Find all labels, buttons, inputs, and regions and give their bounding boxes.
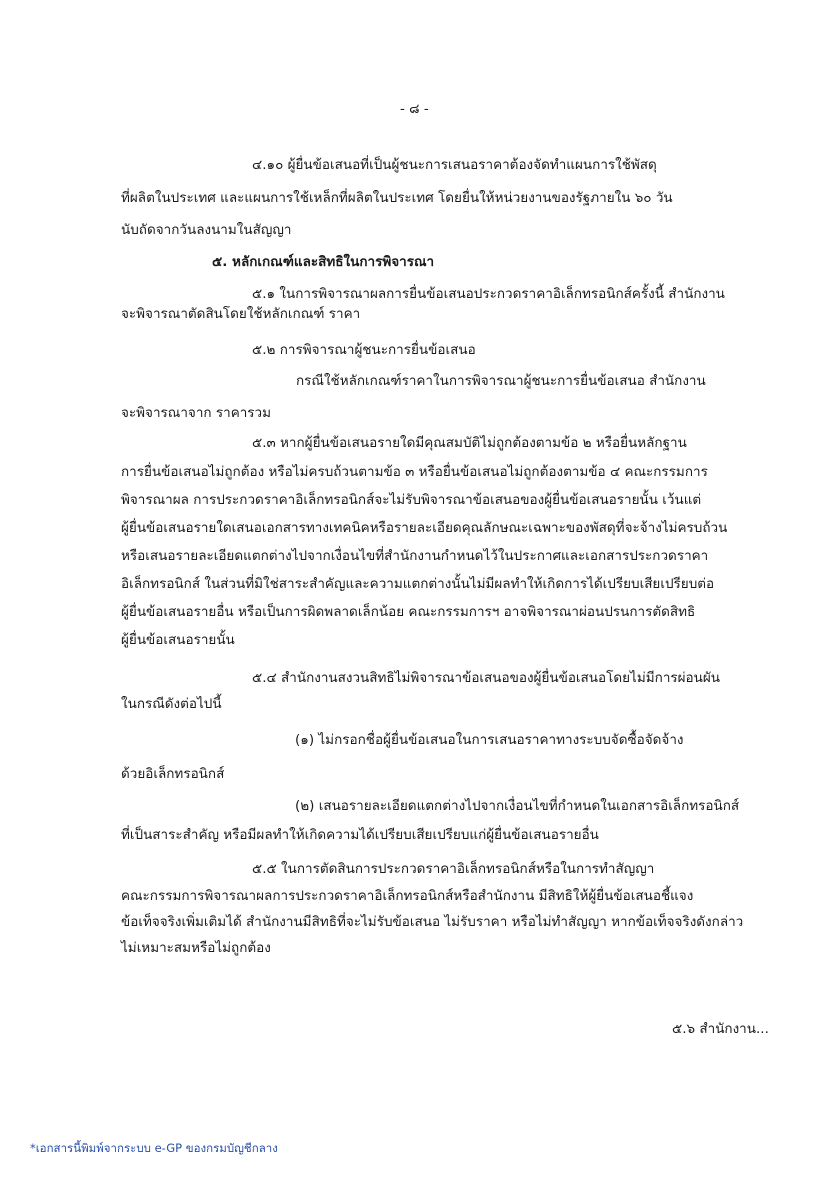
text-line: ๕.๒ การพิจารณาผู้ชนะการยื่นข้อเสนอ — [252, 342, 476, 358]
text-line: กรณีใช้หลักเกณฑ์ราคาในการพิจารณาผู้ชนะการยื่นข้อเสนอ สำนักงาน — [296, 373, 706, 389]
text-line: ๕.๔ สำนักงานสงวนสิทธิไม่พิจารณาข้อเสนอของผู้ยื่นข้อเสนอโดยไม่มีการผ่อนผัน — [252, 670, 721, 686]
text-line: (๒) เสนอรายละเอียดแตกต่างไปจากเงื่อนไขที่กำหนดในเอกสารอิเล็กทรอนิกส์ — [295, 798, 740, 814]
text-line: ในกรณีดังต่อไปนี้ — [121, 696, 222, 712]
text-line: ๕.๕ ในการตัดสินการประกวดราคาอิเล็กทรอนิกส์หรือในการทำสัญญา — [252, 861, 655, 877]
section-heading: ๕. หลักเกณฑ์และสิทธิในการพิจารณา — [212, 254, 435, 270]
text-line: จะพิจารณาจาก ราคารวม — [121, 405, 272, 421]
continuation-note: ๕.๖ สำนักงาน... — [672, 1021, 769, 1037]
text-line: พิจารณาผล การประกวดราคาอิเล็กทรอนิกส์จะไม่รับพิจารณาข้อเสนอของผู้ยื่นข้อเสนอรายนั้น เว้นแต่ — [121, 492, 702, 508]
text-line: ข้อเท็จจริงเพิ่มเติมได้ สำนักงานมีสิทธิที่จะไม่รับข้อเสนอ ไม่รับราคา หรือไม่ทำสัญญา หากข้อเท็จจริงดังกล่าว — [121, 914, 744, 930]
text-line: นับถัดจากวันลงนามในสัญญา — [121, 222, 292, 238]
text-line: ๕.๓ หากผู้ยื่นข้อเสนอรายใดมีคุณสมบัติไม่ถูกต้องตามข้อ ๒ หรือยื่นหลักฐาน — [252, 435, 687, 451]
text-line: (๑) ไม่กรอกชื่อผู้ยื่นข้อเสนอในการเสนอราคาทางระบบจัดซื้อจัดจ้าง — [295, 732, 684, 748]
text-line: การยื่นข้อเสนอไม่ถูกต้อง หรือไม่ครบถ้วนตามข้อ ๓ หรือยื่นข้อเสนอไม่ถูกต้องตามข้อ ๔ คณะกรรมการ — [121, 464, 708, 480]
text-line: คณะกรรมการพิจารณาผลการประกวดราคาอิเล็กทรอนิกส์หรือสำนักงาน มีสิทธิให้ผู้ยื่นข้อเสนอชี้แจง — [121, 888, 694, 904]
text-line: หรือเสนอรายละเอียดแตกต่างไปจากเงื่อนไขที่สำนักงานกำหนดไว้ในประกาศและเอกสารประกวดราคา — [121, 548, 709, 564]
text-line: อิเล็กทรอนิกส์ ในส่วนที่มิใช่สาระสำคัญและความแตกต่างนั้นไม่มีผลทำให้เกิดการได้เปรียบเสียเปรียบต่อ — [121, 576, 715, 592]
text-line: ผู้ยื่นข้อเสนอรายอื่น หรือเป็นการผิดพลาดเล็กน้อย คณะกรรมการฯ อาจพิจารณาผ่อนปรนการตัดสิทธิ — [121, 604, 696, 620]
text-line: ที่ผลิตในประเทศ และแผนการใช้เหล็กที่ผลิตในประเทศ โดยยื่นให้หน่วยงานของรัฐภายใน ๖๐ วัน — [121, 190, 673, 206]
text-line: ผู้ยื่นข้อเสนอรายนั้น — [121, 632, 235, 648]
text-line: ไม่เหมาะสมหรือไม่ถูกต้อง — [121, 940, 271, 956]
text-line: ๔.๑๐ ผู้ยื่นข้อเสนอที่เป็นผู้ชนะการเสนอราคาต้องจัดทำแผนการใช้พัสดุ — [252, 157, 657, 173]
text-line: จะพิจารณาตัดสินโดยใช้หลักเกณฑ์ ราคา — [121, 306, 361, 322]
text-line: ด้วยอิเล็กทรอนิกส์ — [121, 766, 225, 782]
page-number: - ๘ - — [400, 101, 429, 117]
text-line: ๕.๑ ในการพิจารณาผลการยื่นข้อเสนอประกวดราคาอิเล็กทรอนิกส์ครั้งนี้ สำนักงาน — [252, 286, 725, 302]
text-line: ผู้ยื่นข้อเสนอรายใดเสนอเอกสารทางเทคนิคหรือรายละเอียดคุณลักษณะเฉพาะของพัสดุที่จะจ้างไม่ครบถ้วน — [121, 520, 728, 536]
text-line: ที่เป็นสาระสำคัญ หรือมีผลทำให้เกิดความได้เปรียบเสียเปรียบแก่ผู้ยื่นข้อเสนอรายอื่น — [121, 827, 599, 843]
footer-note: *เอกสารนี้พิมพ์จากระบบ e-GP ของกรมบัญชีกลาง — [30, 1141, 278, 1155]
